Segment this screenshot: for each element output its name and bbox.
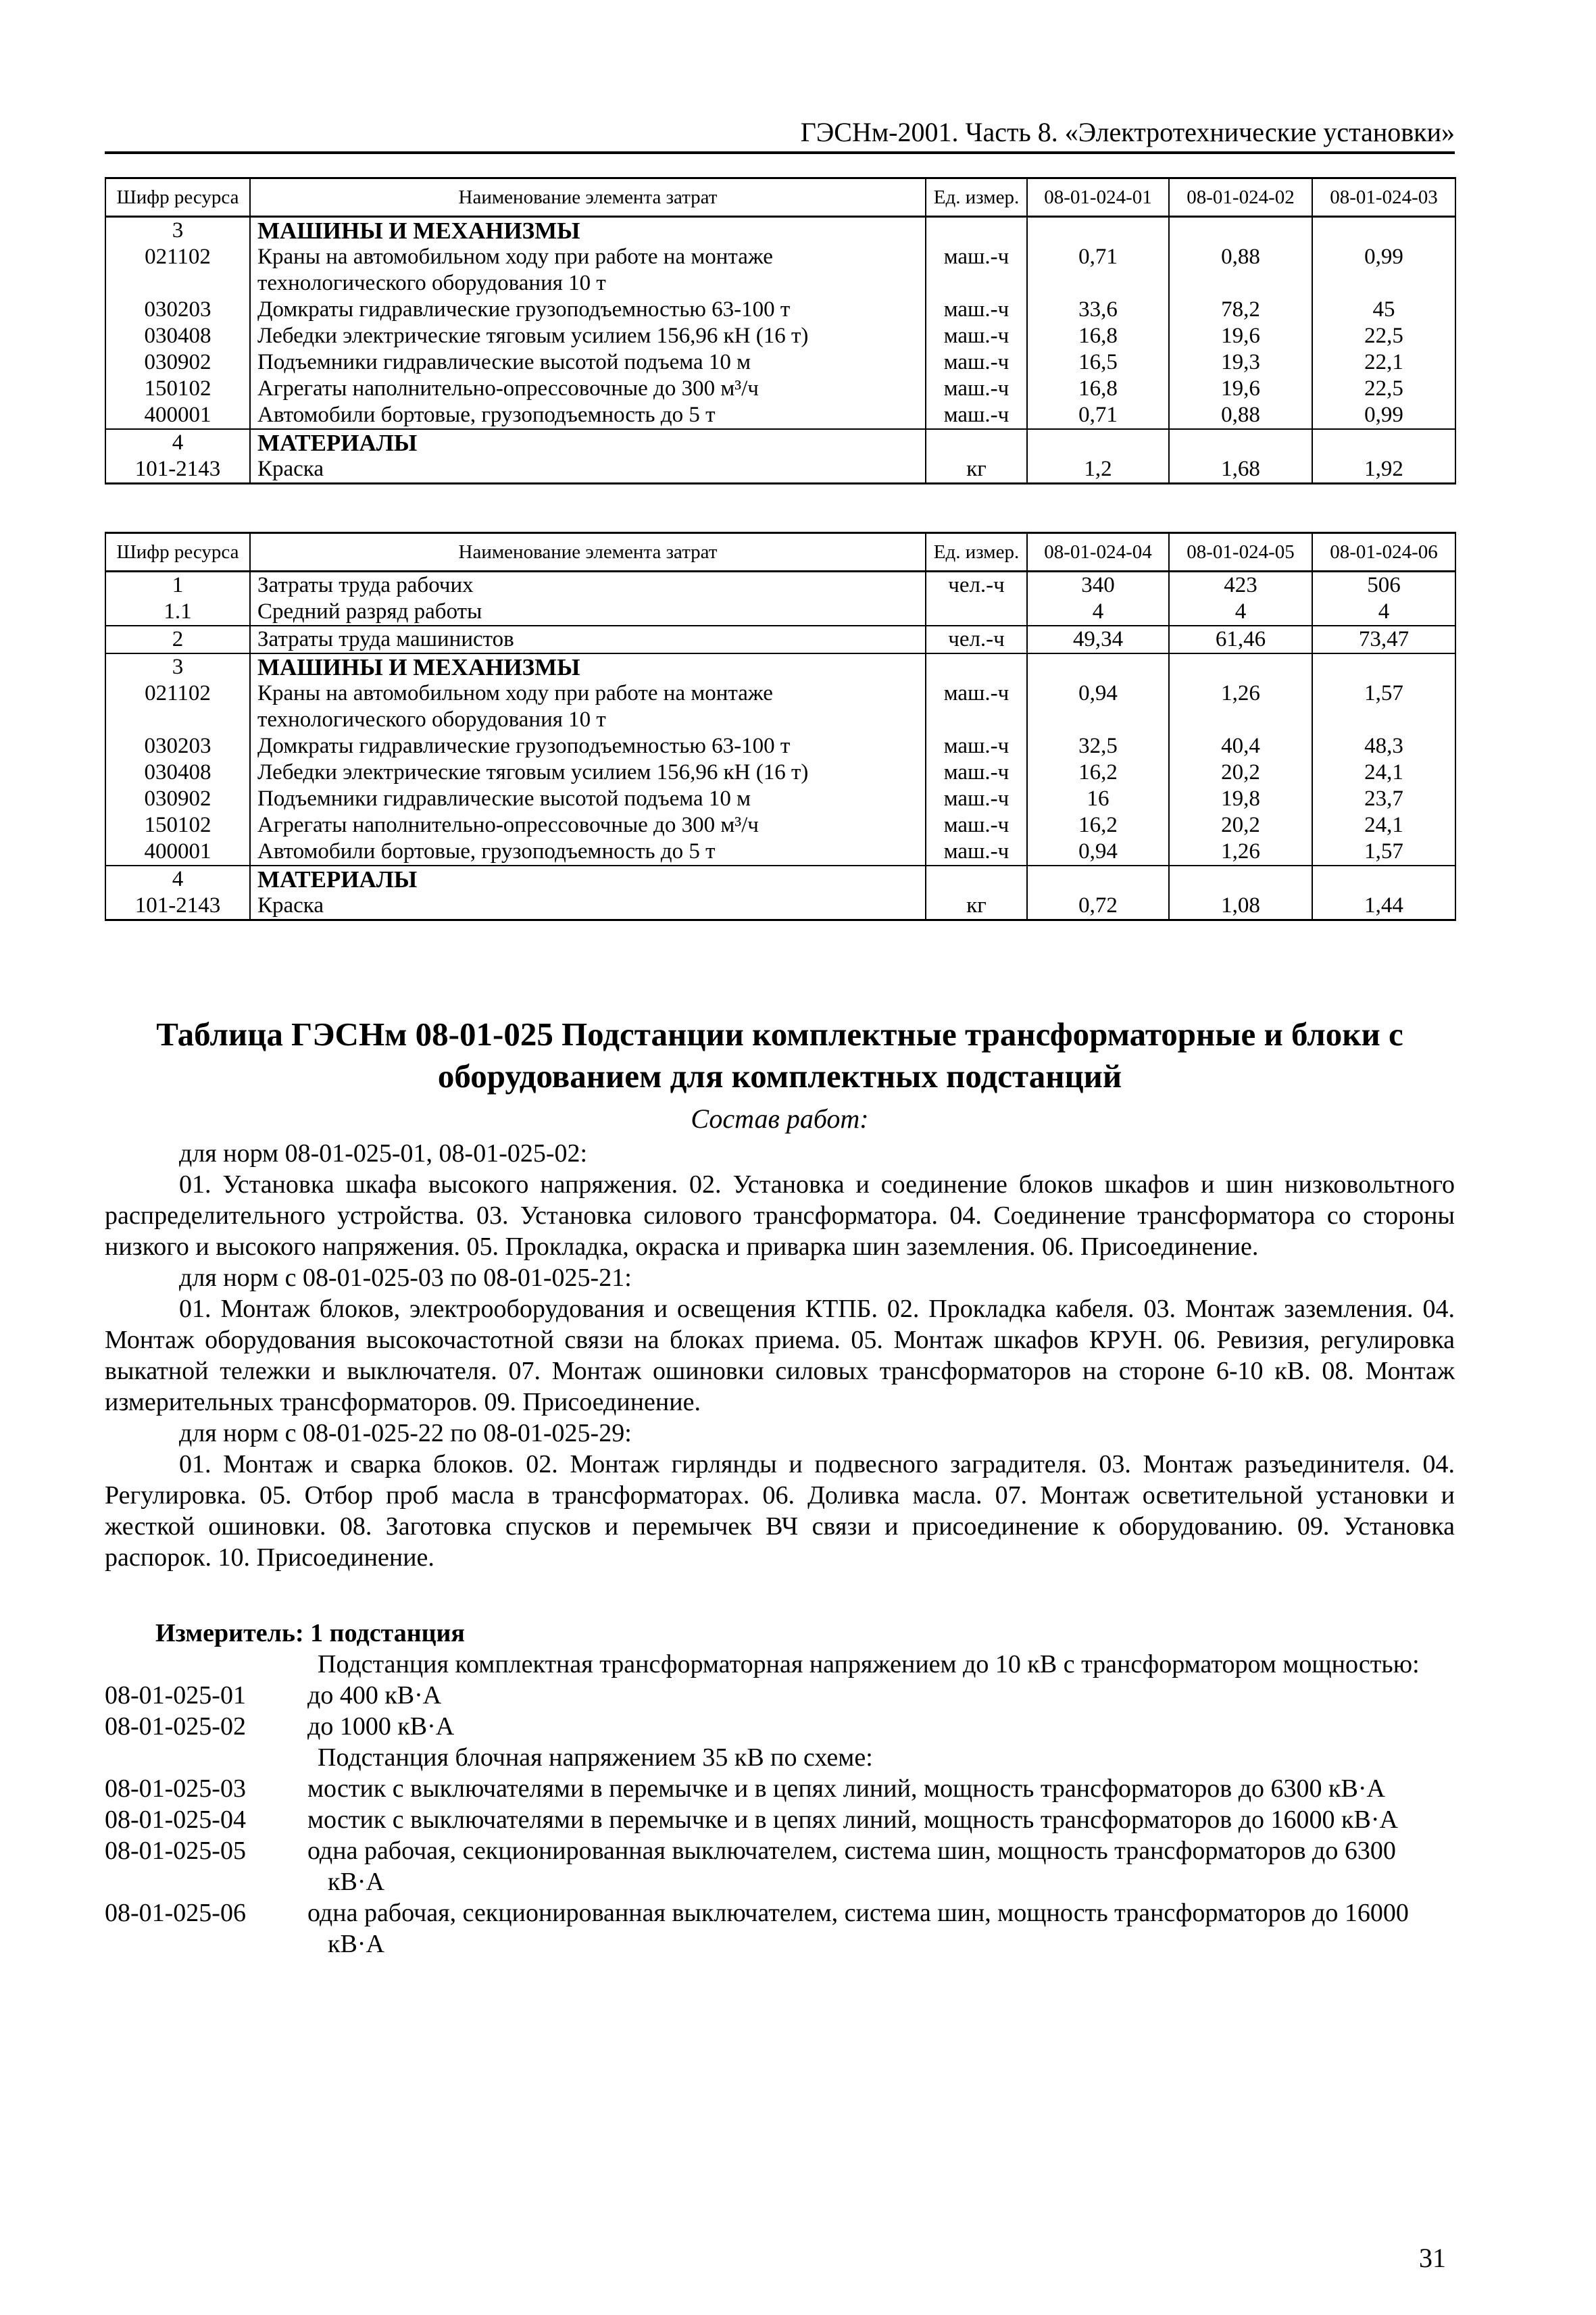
resource-code: 030902 xyxy=(105,786,250,812)
list-item xyxy=(105,1897,1455,1960)
column-header-name: Наименование элемента затрат xyxy=(250,533,926,572)
resource-unit: маш.-ч xyxy=(926,839,1027,866)
resource-name: Затраты труда рабочих xyxy=(250,572,926,599)
norm-description: до 1000 кВ·А xyxy=(307,1712,455,1741)
resource-value-2: 19,6 xyxy=(1169,323,1312,349)
list-item xyxy=(105,1711,1455,1742)
resource-value-1: 16,5 xyxy=(1027,349,1169,376)
norm-definitions xyxy=(105,1649,1455,1960)
resource-code: 1.1 xyxy=(105,599,250,626)
resource-value-3: 1,57 xyxy=(1312,839,1455,866)
column-header-norm-3: 08-01-024-06 xyxy=(1312,533,1455,572)
list-item xyxy=(105,1680,1455,1711)
norm-description: мостик с выключателями в перемычке и в цепях линий, мощность трансформаторов до 6300 кВ·А xyxy=(307,1774,1385,1803)
measurement-unit: Измеритель: 1 подстанция xyxy=(155,1619,465,1647)
resource-name: Лебедки электрические тяговым усилием 156,96 кН (16 т) xyxy=(250,760,926,786)
table-header-row xyxy=(105,533,1455,572)
resource-unit: маш.-ч xyxy=(926,349,1027,376)
resource-unit: маш.-ч xyxy=(926,244,1027,297)
norm-description: одна рабочая, секционированная выключателем, система шин, мощность трансформаторов до 16000 кВ·А xyxy=(307,1899,1409,1958)
group-row-materials xyxy=(105,429,1455,456)
norm-code: 08-01-025-02 xyxy=(105,1712,246,1741)
resource-name: Лебедки электрические тяговым усилием 156,96 кН (16 т) xyxy=(250,323,926,349)
resource-value-3: 23,7 xyxy=(1312,786,1455,812)
resource-value-3: 0,99 xyxy=(1312,402,1455,429)
resource-code: 150102 xyxy=(105,812,250,839)
resource-value-1: 1,2 xyxy=(1027,456,1169,484)
work-composition-label: Состав работ: xyxy=(691,1103,869,1134)
resource-code: 101-2143 xyxy=(105,456,250,484)
resource-unit: чел.-ч xyxy=(926,626,1027,653)
resource-name: Домкраты гидравлические грузоподъемностью 63-100 т xyxy=(250,733,926,760)
resource-value-2: 19,3 xyxy=(1169,349,1312,376)
column-header-norm-3: 08-01-024-03 xyxy=(1312,178,1455,217)
resource-value-3: 73,47 xyxy=(1312,626,1455,653)
column-header-unit: Ед. измер. xyxy=(926,178,1027,217)
resource-name: Средний разряд работы xyxy=(250,599,926,626)
work-composition-text xyxy=(105,1138,1455,1573)
group-title: МАШИНЫ И МЕХАНИЗМЫ xyxy=(250,653,926,680)
table-row xyxy=(105,572,1455,599)
resource-value-1: 32,5 xyxy=(1027,733,1169,760)
resource-value-1: 33,6 xyxy=(1027,297,1169,323)
table-row xyxy=(105,297,1455,323)
table-row xyxy=(105,323,1455,349)
resource-code: 1 xyxy=(105,572,250,599)
norm-code: 08-01-025-03 xyxy=(105,1774,246,1803)
resource-value-1: 49,34 xyxy=(1027,626,1169,653)
resource-table-024-04-06 xyxy=(105,532,1456,921)
resource-unit: маш.-ч xyxy=(926,733,1027,760)
norm-description: одна рабочая, секционированная выключателем, система шин, мощность трансформаторов до 6300 кВ·А xyxy=(307,1837,1396,1896)
resource-value-2: 19,8 xyxy=(1169,786,1312,812)
resource-value-3: 24,1 xyxy=(1312,760,1455,786)
table-row xyxy=(105,599,1455,626)
list-item xyxy=(105,1773,1455,1804)
resource-value-3: 22,5 xyxy=(1312,323,1455,349)
resource-code: 400001 xyxy=(105,839,250,866)
resource-value-2: 0,88 xyxy=(1169,244,1312,297)
resource-value-2: 20,2 xyxy=(1169,760,1312,786)
resource-value-2: 61,46 xyxy=(1169,626,1312,653)
resource-value-3: 24,1 xyxy=(1312,812,1455,839)
group-code: 4 xyxy=(105,866,250,893)
resource-value-1: 0,94 xyxy=(1027,839,1169,866)
resource-name: Подъемники гидравлические высотой подъема 10 м xyxy=(250,786,926,812)
resource-value-1: 16,2 xyxy=(1027,760,1169,786)
resource-unit: маш.-ч xyxy=(926,760,1027,786)
resource-unit: кг xyxy=(926,456,1027,484)
resource-unit: маш.-ч xyxy=(926,402,1027,429)
column-header-unit: Ед. измер. xyxy=(926,533,1027,572)
resource-code: 030203 xyxy=(105,733,250,760)
resource-value-3: 506 xyxy=(1312,572,1455,599)
resource-value-2: 20,2 xyxy=(1169,812,1312,839)
column-header-code: Шифр ресурса xyxy=(105,178,250,217)
resource-name: Агрегаты наполнительно-опрессовочные до 300 м³/ч xyxy=(250,376,926,402)
resource-unit: маш.-ч xyxy=(926,680,1027,733)
resource-value-2: 0,88 xyxy=(1169,402,1312,429)
resource-name: Затраты труда машинистов xyxy=(250,626,926,653)
resource-name: Автомобили бортовые, грузоподъемность до 5 т xyxy=(250,839,926,866)
list-item xyxy=(105,1835,1455,1897)
resource-value-3: 22,5 xyxy=(1312,376,1455,402)
resource-code: 030408 xyxy=(105,323,250,349)
norms-range-label: для норм с 08-01-025-03 по 08-01-025-21: xyxy=(179,1264,632,1292)
norm-code: 08-01-025-04 xyxy=(105,1806,246,1834)
resource-value-3: 4 xyxy=(1312,599,1455,626)
table-row xyxy=(105,760,1455,786)
resource-value-1: 340 xyxy=(1027,572,1169,599)
resource-name: Краны на автомобильном ходу при работе на монтаже технологического оборудования 10 т xyxy=(250,244,926,297)
norm-description: до 400 кВ·А xyxy=(307,1681,442,1710)
definitions-intro: Подстанция комплектная трансформаторная напряжением до 10 кВ с трансформатором мощностью: xyxy=(318,1650,1420,1678)
definitions-intro: Подстанция блочная напряжением 35 кВ по схеме: xyxy=(318,1743,873,1772)
resource-value-3: 1,44 xyxy=(1312,893,1455,920)
group-title: МАШИНЫ И МЕХАНИЗМЫ xyxy=(250,217,926,245)
resource-name: Автомобили бортовые, грузоподъемность до 5 т xyxy=(250,402,926,429)
resource-name: Подъемники гидравлические высотой подъема 10 м xyxy=(250,349,926,376)
table-row xyxy=(105,733,1455,760)
resource-unit: маш.-ч xyxy=(926,323,1027,349)
resource-value-3: 48,3 xyxy=(1312,733,1455,760)
table-row-operators xyxy=(105,626,1455,653)
work-paragraph: 01. Монтаж и сварка блоков. 02. Монтаж гирлянды и подвесного заградителя. 03. Монтаж разъединителя. 04. Регулировка. 05. Отбор проб масла в трансформаторах. 06. Доливка масла. 07. Монтаж осветительной установки и жесткой ошиновки. 08. Заготовка спусков и перемычек ВЧ связи и присоединение к оборудованию. 09. Установка распорок. 10. Присоединение. xyxy=(105,1450,1455,1572)
resource-value-1: 16,8 xyxy=(1027,376,1169,402)
resource-code: 030902 xyxy=(105,349,250,376)
norms-range-label: для норм 08-01-025-01, 08-01-025-02: xyxy=(179,1139,588,1168)
resource-name: Краска xyxy=(250,893,926,920)
group-title: МАТЕРИАЛЫ xyxy=(250,866,926,893)
resource-name: Агрегаты наполнительно-опрессовочные до 300 м³/ч xyxy=(250,812,926,839)
resource-value-2: 1,68 xyxy=(1169,456,1312,484)
table-row xyxy=(105,893,1455,920)
resource-value-1: 0,71 xyxy=(1027,244,1169,297)
resource-value-3: 1,92 xyxy=(1312,456,1455,484)
resource-unit: маш.-ч xyxy=(926,297,1027,323)
resource-value-2: 423 xyxy=(1169,572,1312,599)
resource-value-1: 4 xyxy=(1027,599,1169,626)
resource-unit: маш.-ч xyxy=(926,376,1027,402)
column-header-name: Наименование элемента затрат xyxy=(250,178,926,217)
resource-code: 021102 xyxy=(105,244,250,297)
resource-code: 2 xyxy=(105,626,250,653)
table-row xyxy=(105,376,1455,402)
resource-unit: чел.-ч xyxy=(926,572,1027,599)
column-header-code: Шифр ресурса xyxy=(105,533,250,572)
resource-value-3: 1,57 xyxy=(1312,680,1455,733)
group-row-machines xyxy=(105,653,1455,680)
group-code: 4 xyxy=(105,429,250,456)
resource-value-1: 0,72 xyxy=(1027,893,1169,920)
table-row xyxy=(105,680,1455,733)
page-number: 31 xyxy=(1419,2243,1446,2273)
column-header-norm-2: 08-01-024-05 xyxy=(1169,533,1312,572)
running-header: ГЭСНм-2001. Часть 8. «Электротехнические установки» xyxy=(105,116,1455,154)
resource-table-024-01-03 xyxy=(105,177,1456,484)
group-code: 3 xyxy=(105,217,250,245)
resource-value-3: 22,1 xyxy=(1312,349,1455,376)
norm-code: 08-01-025-06 xyxy=(105,1899,246,1927)
group-code: 3 xyxy=(105,653,250,680)
table-row xyxy=(105,812,1455,839)
work-paragraph: 01. Монтаж блоков, электрооборудования и освещения КТПБ. 02. Прокладка кабеля. 03. Монтаж заземления. 04. Монтаж оборудования высокочастотной связи на блоках приема. 05. Монтаж шкафов КРУН. 06. Ревизия, регулировка выкатной тележки и выключателя. 07. Монтаж ошиновки силовых трансформаторов на стороне 6-10 кВ. 08. Монтаж измерительных трансформаторов. 09. Присоединение. xyxy=(105,1295,1455,1416)
resource-name: Домкраты гидравлические грузоподъемностью 63-100 т xyxy=(250,297,926,323)
resource-unit: кг xyxy=(926,893,1027,920)
table-row xyxy=(105,402,1455,429)
resource-value-1: 16,2 xyxy=(1027,812,1169,839)
table-row xyxy=(105,786,1455,812)
group-title: МАТЕРИАЛЫ xyxy=(250,429,926,456)
work-paragraph: 01. Установка шкафа высокого напряжения. 02. Установка и соединение блоков шкафов и шин низковольтного распределительного устройства. 03. Установка силового трансформатора. 04. Соединение трансформатора со стороны низкого и высокого напряжения. 05. Прокладка, окраска и приварка шин заземления. 06. Присоединение. xyxy=(105,1170,1455,1261)
resource-name: Краска xyxy=(250,456,926,484)
resource-code: 030203 xyxy=(105,297,250,323)
resource-code: 101-2143 xyxy=(105,893,250,920)
table-row xyxy=(105,839,1455,866)
table-row xyxy=(105,349,1455,376)
column-header-norm-1: 08-01-024-04 xyxy=(1027,533,1169,572)
section-title: Таблица ГЭСНм 08-01-025 Подстанции комплектные трансформаторные и блоки с оборудованием для комплектных подстанций xyxy=(156,1016,1403,1095)
group-row-materials xyxy=(105,866,1455,893)
resource-value-2: 1,26 xyxy=(1169,839,1312,866)
group-row-machines xyxy=(105,217,1455,245)
table-row xyxy=(105,244,1455,297)
resource-value-2: 4 xyxy=(1169,599,1312,626)
resource-value-3: 45 xyxy=(1312,297,1455,323)
norms-range-label: для норм с 08-01-025-22 по 08-01-025-29: xyxy=(179,1419,632,1447)
resource-name: Краны на автомобильном ходу при работе на монтаже технологического оборудования 10 т xyxy=(250,680,926,733)
resource-value-2: 78,2 xyxy=(1169,297,1312,323)
resource-value-1: 0,71 xyxy=(1027,402,1169,429)
norm-description: мостик с выключателями в перемычке и в цепях линий, мощность трансформаторов до 16000 кВ·А xyxy=(307,1806,1398,1834)
column-header-norm-2: 08-01-024-02 xyxy=(1169,178,1312,217)
resource-code: 030408 xyxy=(105,760,250,786)
resource-unit: маш.-ч xyxy=(926,812,1027,839)
norm-code: 08-01-025-01 xyxy=(105,1681,246,1710)
resource-value-2: 19,6 xyxy=(1169,376,1312,402)
norm-code: 08-01-025-05 xyxy=(105,1837,246,1865)
resource-value-2: 1,08 xyxy=(1169,893,1312,920)
resource-value-2: 40,4 xyxy=(1169,733,1312,760)
resource-value-2: 1,26 xyxy=(1169,680,1312,733)
resource-unit: маш.-ч xyxy=(926,786,1027,812)
table-row xyxy=(105,456,1455,484)
resource-code: 021102 xyxy=(105,680,250,733)
resource-value-3: 0,99 xyxy=(1312,244,1455,297)
resource-value-1: 0,94 xyxy=(1027,680,1169,733)
table-header-row xyxy=(105,178,1455,217)
resource-unit xyxy=(926,599,1027,626)
resource-value-1: 16 xyxy=(1027,786,1169,812)
resource-code: 150102 xyxy=(105,376,250,402)
list-item xyxy=(105,1804,1455,1835)
column-header-norm-1: 08-01-024-01 xyxy=(1027,178,1169,217)
resource-code: 400001 xyxy=(105,402,250,429)
resource-value-1: 16,8 xyxy=(1027,323,1169,349)
